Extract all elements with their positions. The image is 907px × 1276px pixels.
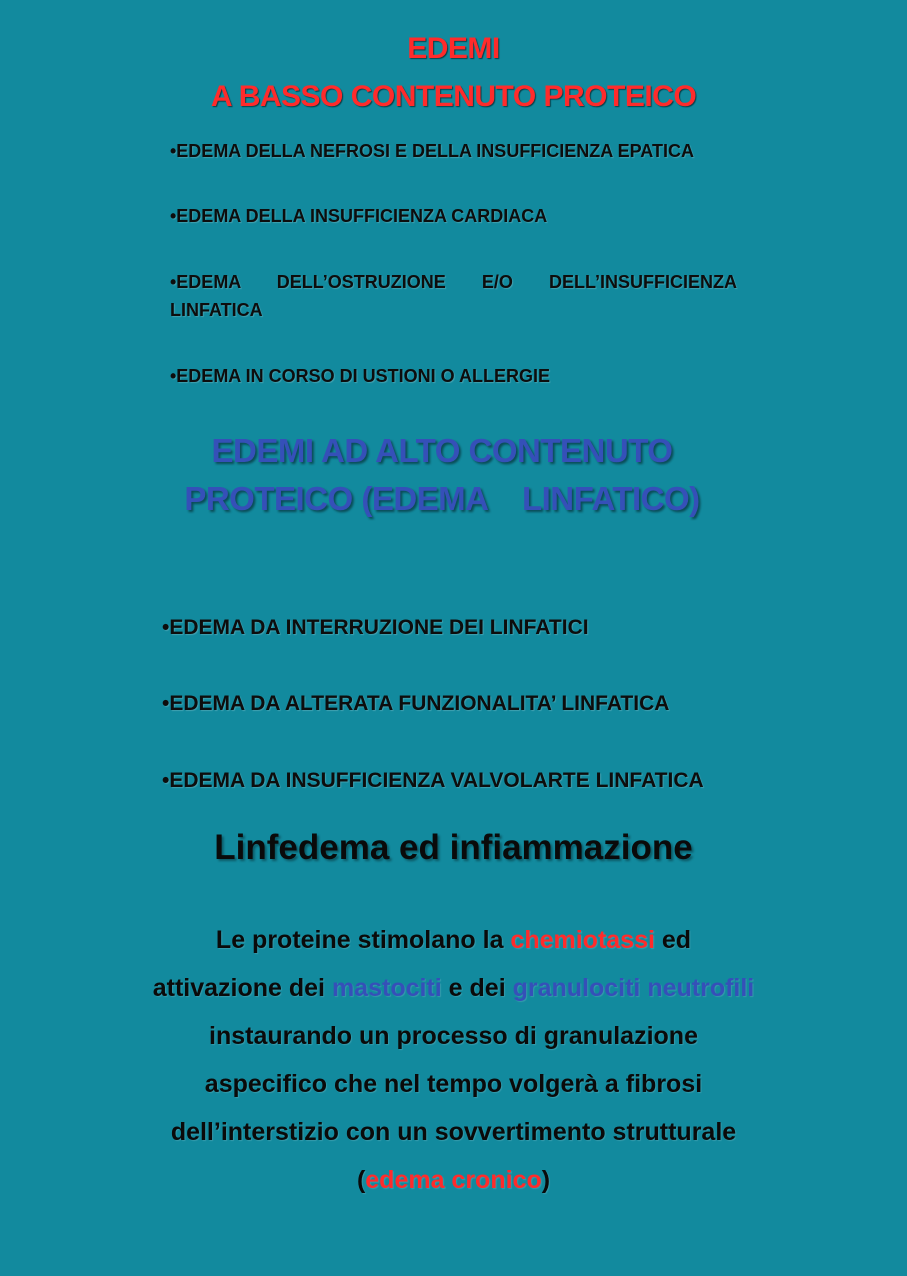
- highlight-chemiotassi: chemiotassi: [510, 926, 655, 954]
- paragraph-part-1: Le proteine stimolano la: [215, 926, 511, 954]
- section3-paragraph: [150, 916, 757, 1204]
- section2-bullet-1: •EDEMA DA INTERRUZIONE DEI LINFATICI: [162, 616, 589, 639]
- section2-bullet-2: •EDEMA DA ALTERATA FUNZIONALITA’ LINFATICA: [162, 692, 670, 715]
- section2-title-line2: PROTEICO (EDEMA LINFATICO): [184, 480, 700, 517]
- section2-title-line1: EDEMI AD ALTO CONTENUTO: [211, 432, 673, 469]
- section1-title-line1: EDEMI: [407, 32, 500, 65]
- section1-bullet-3: •EDEMA DELL’OSTRUZIONE E/O DELL’INSUFFICIENZA LINFATICA: [170, 272, 737, 320]
- highlight-edema-cronico: edema cronico: [365, 1166, 542, 1194]
- section3-heading: Linfedema ed infiammazione: [214, 828, 693, 867]
- paragraph-paren-close: ): [541, 1166, 551, 1194]
- section2-bullet-3: •EDEMA DA INSUFFICIENZA VALVOLARTE LINFATICA: [162, 769, 704, 792]
- paragraph-paren-open: (: [356, 1166, 366, 1194]
- section1-bullet-1: •EDEMA DELLA NEFROSI E DELLA INSUFFICIENZA EPATICA: [170, 141, 694, 161]
- section1-bullet-2: •EDEMA DELLA INSUFFICIENZA CARDIACA: [170, 206, 548, 226]
- section1-bullet-4: •EDEMA IN CORSO DI USTIONI O ALLERGIE: [170, 366, 550, 386]
- paragraph-part-5: e dei: [441, 974, 513, 1002]
- paragraph-part-3: ed attivazione dei: [152, 926, 692, 1002]
- paragraph-part-7: instaurando un processo di granulazione aspecifico che nel tempo volgerà a fibrosi dell’interstizio con un sovvertimento strutturale: [170, 1022, 737, 1146]
- section1-title-line2: A BASSO CONTENUTO PROTEICO: [210, 80, 697, 113]
- highlight-mastociti: mastociti: [331, 974, 442, 1002]
- highlight-granulociti-neutrofili: granulociti neutrofili: [512, 974, 755, 1002]
